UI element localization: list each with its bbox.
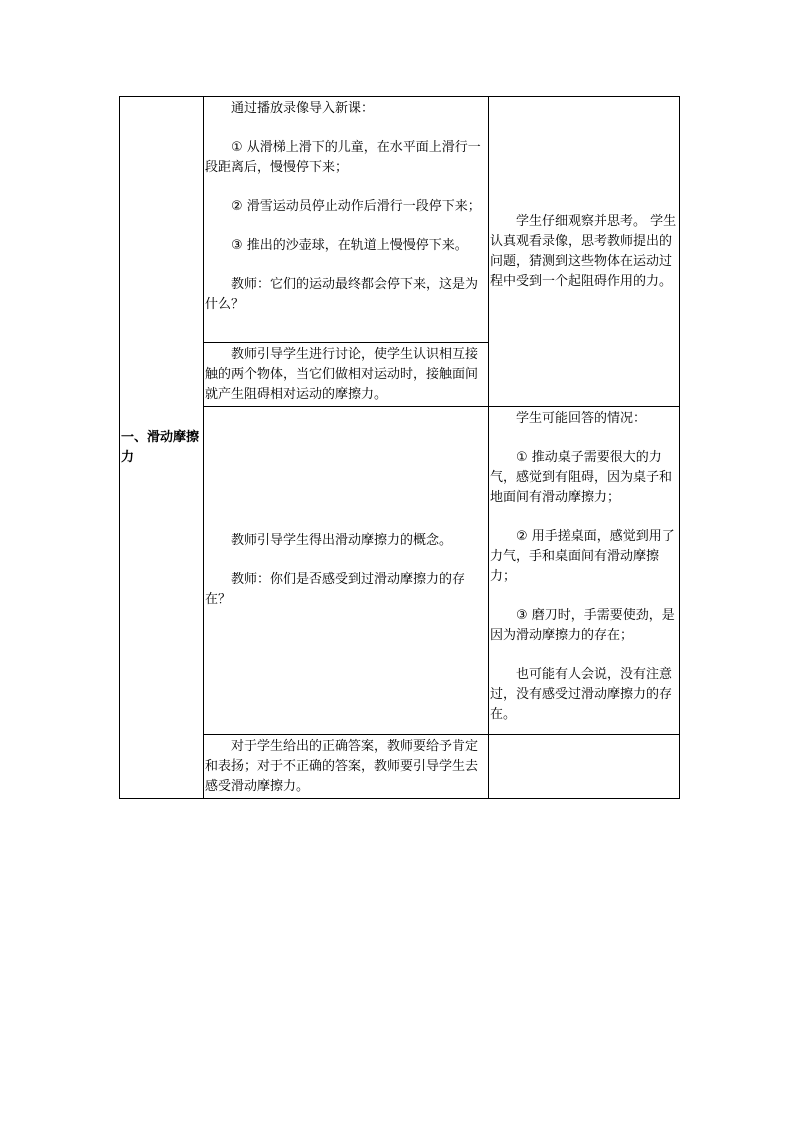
student-activity-cell (489, 407, 680, 735)
paragraph: ③ 磨刀时，手需要使劲，是因为滑动摩擦力的存在； (490, 608, 675, 643)
table-row (120, 97, 680, 343)
student-activity-cell-empty (489, 735, 680, 799)
paragraph: 教师引导学生进行讨论，使学生认识相互接触的两个物体，当它们做相对运动时，接触面间就产生阻碍相对运动的摩擦力。 (205, 347, 479, 402)
teacher-activity-cell (204, 343, 489, 407)
lesson-plan-table (119, 96, 680, 799)
paragraph: ① 从滑梯上滑下的儿童，在水平面上滑行一段距离后，慢慢停下来； (205, 140, 481, 175)
paragraph: 教师引导学生得出滑动摩擦力的概念。 (231, 533, 453, 548)
student-activity-cell (489, 97, 680, 407)
paragraph: ① 推动桌子需要很大的力气，感觉到有阻碍，因为桌子和地面间有滑动摩擦力； (490, 450, 673, 505)
table-row (120, 407, 680, 735)
paragraph: 对于学生给出的正确答案，教师要给予肯定和表扬；对于不正确的答案，教师要引导学生去感受滑动摩擦力。 (205, 739, 479, 794)
paragraph: ② 滑雪运动员停止动作后滑行一段停下来； (231, 199, 481, 214)
paragraph: 通过播放录像导入新课： (231, 101, 375, 116)
paragraph: 学生仔细观察并思考。 学生认真观看录像，思考教师提出的问题，猜测到这些物体在运动过程中受到一个起阻碍作用的力。 (490, 213, 677, 289)
paragraph: 教师：你们是否感受到过滑动摩擦力的存在？ (205, 572, 466, 607)
teacher-activity-cell (204, 735, 489, 799)
section-title: 一、滑动摩擦力 (121, 429, 200, 465)
paragraph: 也可能有人会说，没有注意过，没有感受过滑动摩擦力的存在。 (490, 667, 673, 722)
teacher-activity-cell (204, 97, 489, 343)
paragraph: 学生可能回答的情况： (516, 411, 647, 426)
paragraph: ② 用手搓桌面，感觉到用了力气，手和桌面间有滑动摩擦力； (490, 529, 675, 584)
section-title-cell (120, 97, 204, 799)
table-row (120, 735, 680, 799)
teacher-activity-cell (204, 407, 489, 735)
paragraph: ③ 推出的沙壶球，在轨道上慢慢停下来。 (231, 238, 468, 253)
paragraph: 教师：它们的运动最终都会停下来，这是为什么？ (205, 277, 479, 312)
